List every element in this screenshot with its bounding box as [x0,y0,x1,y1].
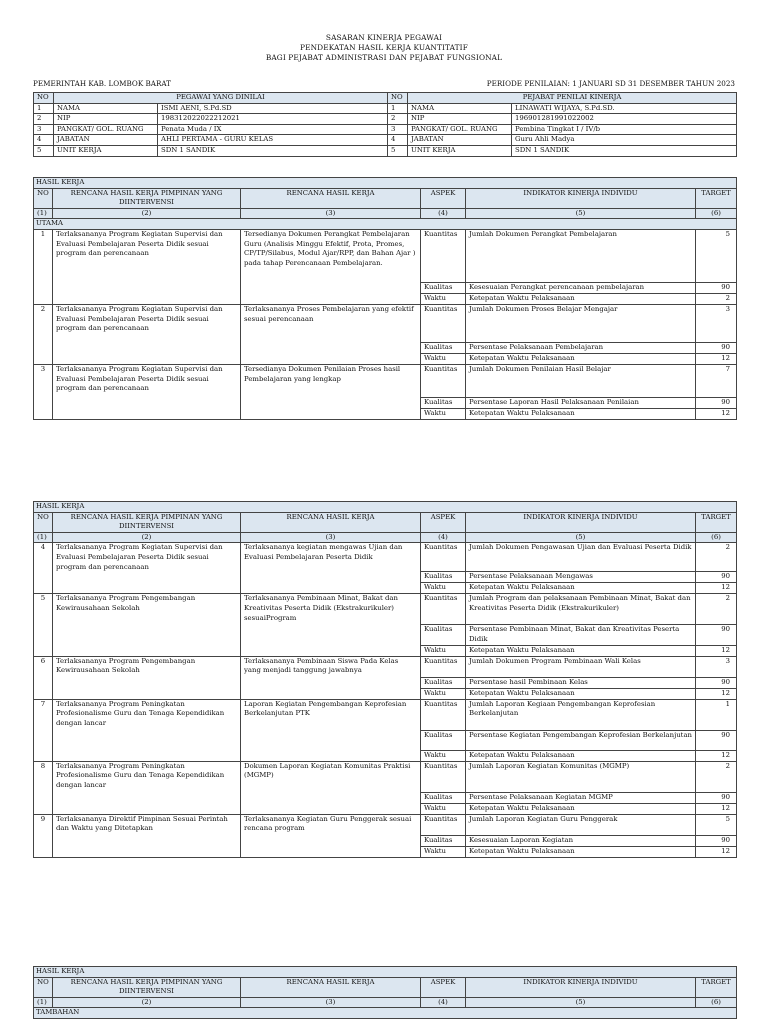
row-no: 4 [388,135,408,146]
col-target: TARGET [696,188,737,208]
item-indikator: Jumlah Dokumen Proses Belajar Mengajar [466,304,696,342]
col-number: (1) [34,997,53,1008]
col-number: (3) [241,208,421,219]
item-rencana: Terlaksananya Kegiatan Guru Penggerak sesuai rencana program [241,814,421,857]
col-number: (6) [696,208,737,219]
item-no: 7 [34,699,53,761]
assessor-field-value: SDN 1 SANDIK [512,145,737,156]
item-target: 2 [696,594,737,625]
row-no: 1 [388,103,408,114]
item-aspek: Kualitas [421,835,466,846]
work-item-row [34,656,737,677]
col-number: (1) [34,532,53,543]
item-no: 4 [34,543,53,594]
work-table-2 [33,501,737,858]
employee-right-title: PEJABAT PENILAI KINERJA [408,93,737,104]
col-aspek: ASPEK [421,188,466,208]
section-label: HASIL KERJA [34,178,737,189]
item-aspek: Kualitas [421,730,466,750]
column-header-row [34,512,737,532]
employee-row [34,114,737,125]
item-target: 90 [696,282,737,293]
item-rencana: Terlaksananya Proses Pembelajaran yang efektif sesuai perencanaan [241,304,421,364]
item-aspek: Waktu [421,803,466,814]
item-target: 12 [696,645,737,656]
row-no: 5 [388,145,408,156]
item-aspek: Kuantitas [421,814,466,835]
item-no: 3 [34,364,53,419]
item-aspek: Kualitas [421,572,466,583]
item-indikator: Jumlah Dokumen Penilaian Hasil Belajar [466,364,696,397]
item-indikator: Ketepatan Waktu Pelaksanaan [466,645,696,656]
col-number: (3) [241,532,421,543]
assessor-field-value: LINAWATI WIJAYA, S.Pd.SD. [512,103,737,114]
item-aspek: Kuantitas [421,699,466,730]
item-indikator: Ketepatan Waktu Pelaksanaan [466,803,696,814]
item-indikator: Jumlah Dokumen Pengawasan Ujian dan Evaluasi Peserta Didik [466,543,696,572]
col-indikator: INDIKATOR KINERJA INDIVIDU [466,188,696,208]
item-no: 8 [34,761,53,814]
item-aspek: Kualitas [421,342,466,353]
column-header-row [34,977,737,997]
row-no: 5 [34,145,54,156]
item-aspek: Waktu [421,293,466,304]
utama-row-label: UTAMA [34,219,737,230]
col-rencana-pimpinan: RENCANA HASIL KERJA PIMPINAN YANG DIINTERVENSI [53,512,241,532]
column-header-row [34,188,737,208]
item-indikator: Kesesuaian Perangkat perencanaan pembelajaran [466,282,696,293]
tambahan-row [34,1008,737,1019]
col-no: NO [34,93,54,104]
section-label: HASIL KERJA [34,502,737,513]
item-rencana-pimpinan: Terlaksananya Program Pengembangan Kewirausahaan Sekolah [53,594,241,656]
col-aspek: ASPEK [421,512,466,532]
item-no: 9 [34,814,53,857]
work-item-row [34,699,737,730]
item-aspek: Kuantitas [421,304,466,342]
item-target: 12 [696,408,737,419]
employee-field-value: SDN 1 SANDIK [158,145,388,156]
col-number: (2) [53,997,241,1008]
item-aspek: Kualitas [421,282,466,293]
employee-field-label: UNIT KERJA [54,145,158,156]
item-aspek: Waktu [421,750,466,761]
item-aspek: Kualitas [421,625,466,645]
government-label: PEMERINTAH KAB. LOMBOK BARAT [33,79,171,88]
employee-row [34,145,737,156]
employee-header-row [34,93,737,104]
meta-row [33,79,735,89]
employee-field-value: 198312022022212021 [158,114,388,125]
item-rencana-pimpinan: Terlaksananya Direktif Pimpinan Sesuai Perintah dan Waktu yang Ditetapkan [53,814,241,857]
item-indikator: Persentase hasil Pembinaan Kelas [466,677,696,688]
col-rencana-pimpinan: RENCANA HASIL KERJA PIMPINAN YANG DIINTERVENSI [53,188,241,208]
column-number-row [34,208,737,219]
item-target: 90 [696,397,737,408]
item-target: 3 [696,304,737,342]
item-aspek: Kuantitas [421,656,466,677]
employee-info-table [33,92,737,157]
item-rencana: Terlaksananya kegiatan mengawas Ujian dan Evaluasi Pembelajaran Peserta Didik [241,543,421,594]
col-number: (2) [53,208,241,219]
col-number: (4) [421,208,466,219]
item-indikator: Persentase Kegiatan Pengembangan Keprofesian Berkelanjutan [466,730,696,750]
employee-field-label: PANGKAT/ GOL. RUANG [54,124,158,135]
col-number: (1) [34,208,53,219]
col-no: NO [388,93,408,104]
col-rencana-pimpinan: RENCANA HASIL KERJA PIMPINAN YANG DIINTERVENSI [53,977,241,997]
col-number: (4) [421,532,466,543]
assessor-field-label: PANGKAT/ GOL. RUANG [408,124,512,135]
col-indikator: INDIKATOR KINERJA INDIVIDU [466,977,696,997]
title-line-1: SASARAN KINERJA PEGAWAI [325,33,443,42]
col-number: (5) [466,997,696,1008]
item-target: 12 [696,803,737,814]
section-row [34,178,737,189]
item-indikator: Ketepatan Waktu Pelaksanaan [466,583,696,594]
item-indikator: Ketepatan Waktu Pelaksanaan [466,750,696,761]
item-target: 90 [696,730,737,750]
col-target: TARGET [696,977,737,997]
item-rencana-pimpinan: Terlaksananya Program Kegiatan Supervisi dan Evaluasi Pembelajaran Peserta Didik sesuai program dan perencanaan [53,304,241,364]
document-title-block [0,33,768,63]
item-indikator: Persentase Pelaksanaan Kegiatan MGMP [466,792,696,803]
employee-field-value: Penata Muda / IX [158,124,388,135]
item-indikator: Ketepatan Waktu Pelaksanaan [466,408,696,419]
item-target: 12 [696,353,737,364]
work-table-1 [33,177,737,420]
work-item-row [34,304,737,342]
item-rencana: Tersedianya Dokumen Perangkat Pembelajaran Guru (Analisis Minggu Efektif, Prota, Promes, CP/TP/Silabus, Modul Ajar/RPP, dan Bahan Ajar ) pada tahap Perencanaan Pembelajaran. [241,229,421,304]
col-rencana: RENCANA HASIL KERJA [241,977,421,997]
section-row [34,967,737,978]
item-indikator: Persentase Laporan Hasil Pelaksanaan Penilaian [466,397,696,408]
item-rencana: Laporan Kegiatan Pengembangan Keprofesian Berkelanjutan PTK [241,699,421,761]
item-indikator: Ketepatan Waktu Pelaksanaan [466,688,696,699]
item-aspek: Waktu [421,408,466,419]
row-no: 1 [34,103,54,114]
item-indikator: Ketepatan Waktu Pelaksanaan [466,353,696,364]
work-item-row [34,364,737,397]
row-no: 4 [34,135,54,146]
item-indikator: Persentase Pelaksanaan Pembelajaran [466,342,696,353]
item-rencana-pimpinan: Terlaksananya Program Peningkatan Profesionalisme Guru dan Tenaga Kependidikan dengan lancar [53,699,241,761]
item-rencana: Terlaksananya Pembinaan Siswa Pada Kelas yang menjadi tanggung jawabnya [241,656,421,699]
item-no: 1 [34,229,53,304]
work-table-3 [33,966,737,1019]
col-number: (4) [421,997,466,1008]
row-no: 2 [388,114,408,125]
item-aspek: Kualitas [421,792,466,803]
col-no: NO [34,188,53,208]
item-indikator: Jumlah Laporan Kegiatan Komunitas (MGMP) [466,761,696,792]
item-rencana: Tersedianya Dokumen Penilaian Proses hasil Pembelajaran yang lengkap [241,364,421,419]
item-rencana-pimpinan: Terlaksananya Program Kegiatan Supervisi dan Evaluasi Pembelajaran Peserta Didik sesuai program dan perencanaan [53,543,241,594]
item-indikator: Jumlah Dokumen Program Pembinaan Wali Kelas [466,656,696,677]
item-rencana-pimpinan: Terlaksananya Program Pengembangan Kewirausahaan Sekolah [53,656,241,699]
item-target: 90 [696,572,737,583]
item-target: 90 [696,677,737,688]
item-target: 90 [696,342,737,353]
item-no: 2 [34,304,53,364]
item-target: 12 [696,750,737,761]
work-item-row [34,761,737,792]
assessor-field-label: NIP [408,114,512,125]
col-number: (6) [696,997,737,1008]
item-target: 2 [696,543,737,572]
item-rencana: Terlaksananya Pembinaan Minat, Bakat dan Kreativitas Peserta Didik (Ekstrakurikuler) sesuaiProgram [241,594,421,656]
col-rencana: RENCANA HASIL KERJA [241,512,421,532]
assessor-field-label: NAMA [408,103,512,114]
column-number-row [34,997,737,1008]
employee-field-value: ISMI AENI, S.Pd.SD [158,103,388,114]
item-target: 90 [696,835,737,846]
row-no: 3 [34,124,54,135]
assessor-field-value: Guru Ahli Madya [512,135,737,146]
item-indikator: Persentase Pembinaan Minat, Bakat dan Kreativitas Peserta Didik [466,625,696,645]
column-number-row [34,532,737,543]
item-indikator: Jumlah Dokumen Perangkat Pembelajaran [466,229,696,282]
col-target: TARGET [696,512,737,532]
col-number: (2) [53,532,241,543]
tambahan-row-label: TAMBAHAN [34,1008,737,1019]
col-number: (6) [696,532,737,543]
period-label: PERIODE PENILAIAN: 1 JANUARI SD 31 DESEMBER TAHUN 2023 [486,79,735,88]
item-target: 12 [696,688,737,699]
col-no: NO [34,977,53,997]
employee-row [34,103,737,114]
item-indikator: Persentase Pelaksanaan Mengawas [466,572,696,583]
work-item-row [34,229,737,282]
assessor-field-label: JABATAN [408,135,512,146]
item-rencana-pimpinan: Terlaksananya Program Peningkatan Profesionalisme Guru dan Tenaga Kependidikan dengan lancar [53,761,241,814]
col-number: (5) [466,208,696,219]
item-aspek: Waktu [421,353,466,364]
item-rencana: Dokumen Laporan Kegiatan Komunitas Praktisi (MGMP) [241,761,421,814]
item-indikator: Ketepatan Waktu Pelaksanaan [466,293,696,304]
col-number: (3) [241,997,421,1008]
item-target: 3 [696,656,737,677]
item-aspek: Kuantitas [421,543,466,572]
employee-field-value: AHLI PERTAMA - GURU KELAS [158,135,388,146]
item-aspek: Waktu [421,645,466,656]
employee-field-label: NAMA [54,103,158,114]
item-no: 6 [34,656,53,699]
item-target: 5 [696,814,737,835]
col-number: (5) [466,532,696,543]
item-rencana-pimpinan: Terlaksananya Program Kegiatan Supervisi dan Evaluasi Pembelajaran Peserta Didik sesuai program dan perencanaan [53,229,241,304]
item-rencana-pimpinan: Terlaksananya Program Kegiatan Supervisi dan Evaluasi Pembelajaran Peserta Didik sesuai program dan perencanaan [53,364,241,419]
col-no: NO [34,512,53,532]
title-line-3: BAGI PEJABAT ADMINISTRASI DAN PEJABAT FUNGSIONAL [265,53,503,62]
col-rencana: RENCANA HASIL KERJA [241,188,421,208]
item-indikator: Jumlah Program dan pelaksanaan Pembinaan Minat, Bakat dan Kreativitas Peserta Didik (Ekstrakurikuler) [466,594,696,625]
item-no: 5 [34,594,53,656]
employee-row [34,135,737,146]
employee-field-label: NIP [54,114,158,125]
assessor-field-value: Pembina Tingkat I / IV/b [512,124,737,135]
item-aspek: Kuantitas [421,594,466,625]
employee-row [34,124,737,135]
item-target: 2 [696,293,737,304]
item-target: 1 [696,699,737,730]
employee-left-title: PEGAWAI YANG DINILAI [54,93,388,104]
item-aspek: Kualitas [421,397,466,408]
row-no: 2 [34,114,54,125]
section-label: HASIL KERJA [34,967,737,978]
col-indikator: INDIKATOR KINERJA INDIVIDU [466,512,696,532]
section-row [34,502,737,513]
item-aspek: Kuantitas [421,229,466,282]
item-indikator: Kesesuaian Laporan Kegiatan [466,835,696,846]
item-indikator: Ketepatan Waktu Pelaksanaan [466,846,696,857]
title-line-2: PENDEKATAN HASIL KERJA KUANTITATIF [300,43,468,52]
item-aspek: Kualitas [421,677,466,688]
work-item-row [34,543,737,572]
row-no: 3 [388,124,408,135]
item-aspek: Waktu [421,688,466,699]
employee-field-label: JABATAN [54,135,158,146]
item-indikator: Jumlah Laporan Kegiaan Pengembangan Keprofesian Berkelanjutan [466,699,696,730]
work-item-row [34,814,737,835]
item-target: 90 [696,792,737,803]
utama-row [34,219,737,230]
item-aspek: Kuantitas [421,761,466,792]
col-aspek: ASPEK [421,977,466,997]
assessor-field-label: UNIT KERJA [408,145,512,156]
item-target: 12 [696,846,737,857]
work-item-row [34,594,737,625]
assessor-field-value: 196901281991022002 [512,114,737,125]
item-target: 12 [696,583,737,594]
item-target: 5 [696,229,737,282]
item-aspek: Kuantitas [421,364,466,397]
item-target: 7 [696,364,737,397]
item-target: 2 [696,761,737,792]
item-indikator: Jumlah Laporan Kegiatan Guru Penggerak [466,814,696,835]
item-target: 90 [696,625,737,645]
item-aspek: Waktu [421,583,466,594]
item-aspek: Waktu [421,846,466,857]
